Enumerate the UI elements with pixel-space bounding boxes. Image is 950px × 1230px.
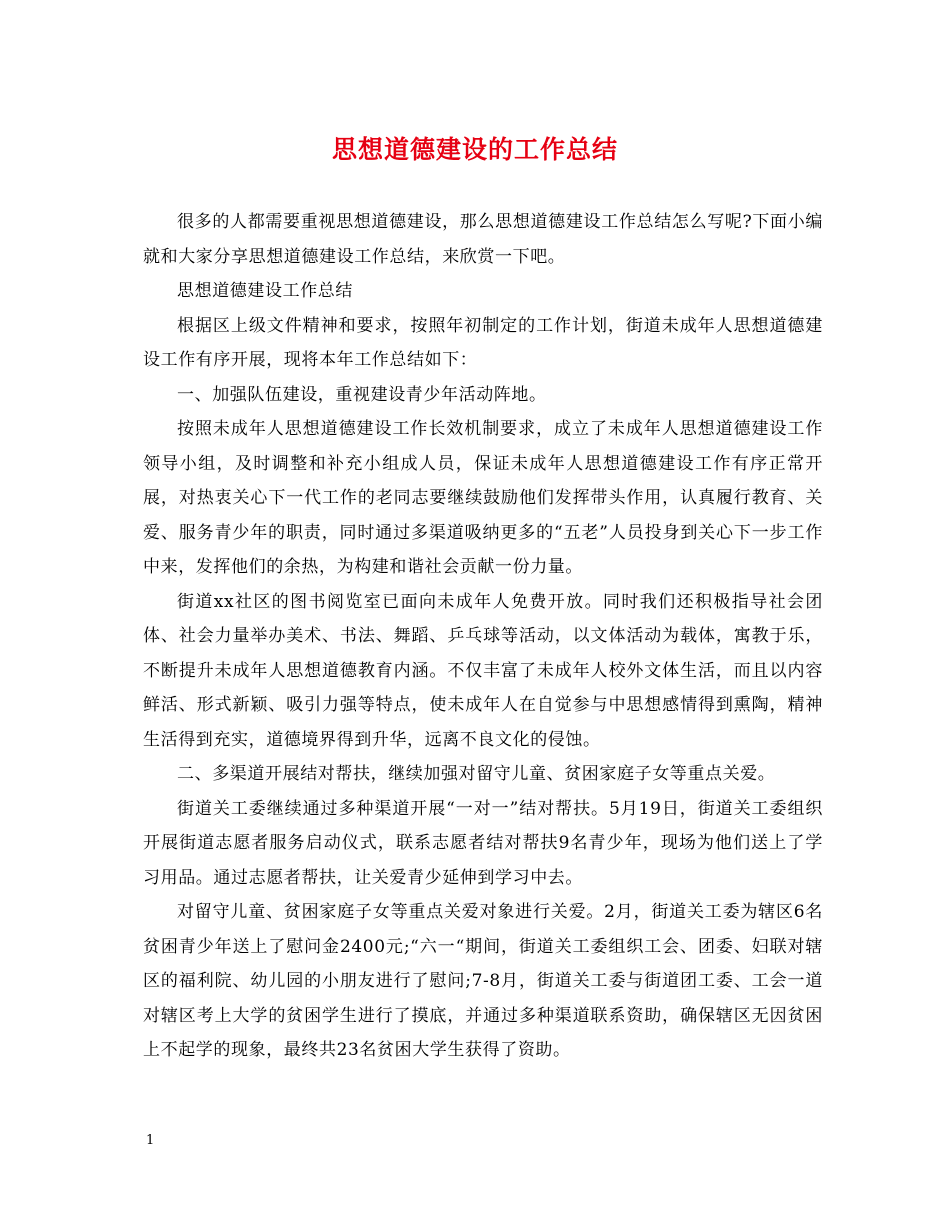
paragraph-intro: 很多的人都需要重视思想道德建设，那么思想道德建设工作总结怎么写呢?下面小编就和大家分享思想道德建设工作总结，来欣赏一下吧。 bbox=[143, 212, 823, 267]
document-body bbox=[143, 205, 823, 1068]
section-heading-2: 二、多渠道开展结对帮扶，继续加强对留守儿童、贫困家庭子女等重点关爱。 bbox=[177, 764, 776, 784]
section-heading-1: 一、加强队伍建设，重视建设青少年活动阵地。 bbox=[177, 384, 547, 405]
paragraph-care: 对留守儿童、贫困家庭子女等重点关爱对象进行关爱。2月，街道关工委为辖区6名贫困青少年送上了慰问金2400元;“六一“期间，街道关工委组织工会、团委、妇联对辖区的福利院、幼儿园的小朋友进行了慰问;7-8月，街道关工委与街道团工委、工会一道对辖区考上大学的贫困学生进行了摸底，并通过多种渠道联系资助，确保辖区无因贫困上不起学的现象，最终共23名贫困大学生获得了资助。 bbox=[143, 902, 823, 1060]
paragraph-one-on-one: 街道关工委继续通过多种渠道开展“一对一”结对帮扶。5月19日，街道关工委组织开展街道志愿者服务启动仪式，联系志愿者结对帮扶9名青少年，现场为他们送上了学习用品。通过志愿者帮扶，让关爱青少延伸到学习中去。 bbox=[143, 798, 823, 888]
paragraph-library: 街道xx社区的图书阅览室已面向未成年人免费开放。同时我们还积极指导社会团体、社会力量举办美术、书法、舞蹈、乒乓球等活动，以文体活动为载体，寓教于乐，不断提升未成年人思想道德教育内涵。不仅丰富了未成年人校外文体生活，而且以内容鲜活、形式新颖、吸引力强等特点，使未成年人在自觉参与中思想感情得到熏陶，精神生活得到充实，道德境界得到升华，远离不良文化的侵蚀。 bbox=[143, 591, 823, 750]
document-title: 思想道德建设的工作总结 bbox=[331, 135, 618, 164]
paragraph-team-building: 按照未成年人思想道德建设工作长效机制要求，成立了未成年人思想道德建设工作领导小组，及时调整和补充小组成人员，保证未成年人思想道德建设工作有序正常开展，对热衷关心下一代工作的老同志要继续鼓励他们发挥带头作用，认真履行教育、关爱、服务青少年的职责，同时通过多渠道吸纳更多的“五老”人员投身到关心下一步工作中来，发挥他们的余热，为构建和谐社会贡献一份力量。 bbox=[143, 419, 823, 577]
paragraph-subtitle: 思想道德建设工作总结 bbox=[177, 281, 353, 301]
paragraph-overview: 根据区上级文件精神和要求，按照年初制定的工作计划，街道未成年人思想道德建设工作有序开展，现将本年工作总结如下： bbox=[143, 315, 823, 370]
page-number: 1 bbox=[146, 1133, 155, 1148]
